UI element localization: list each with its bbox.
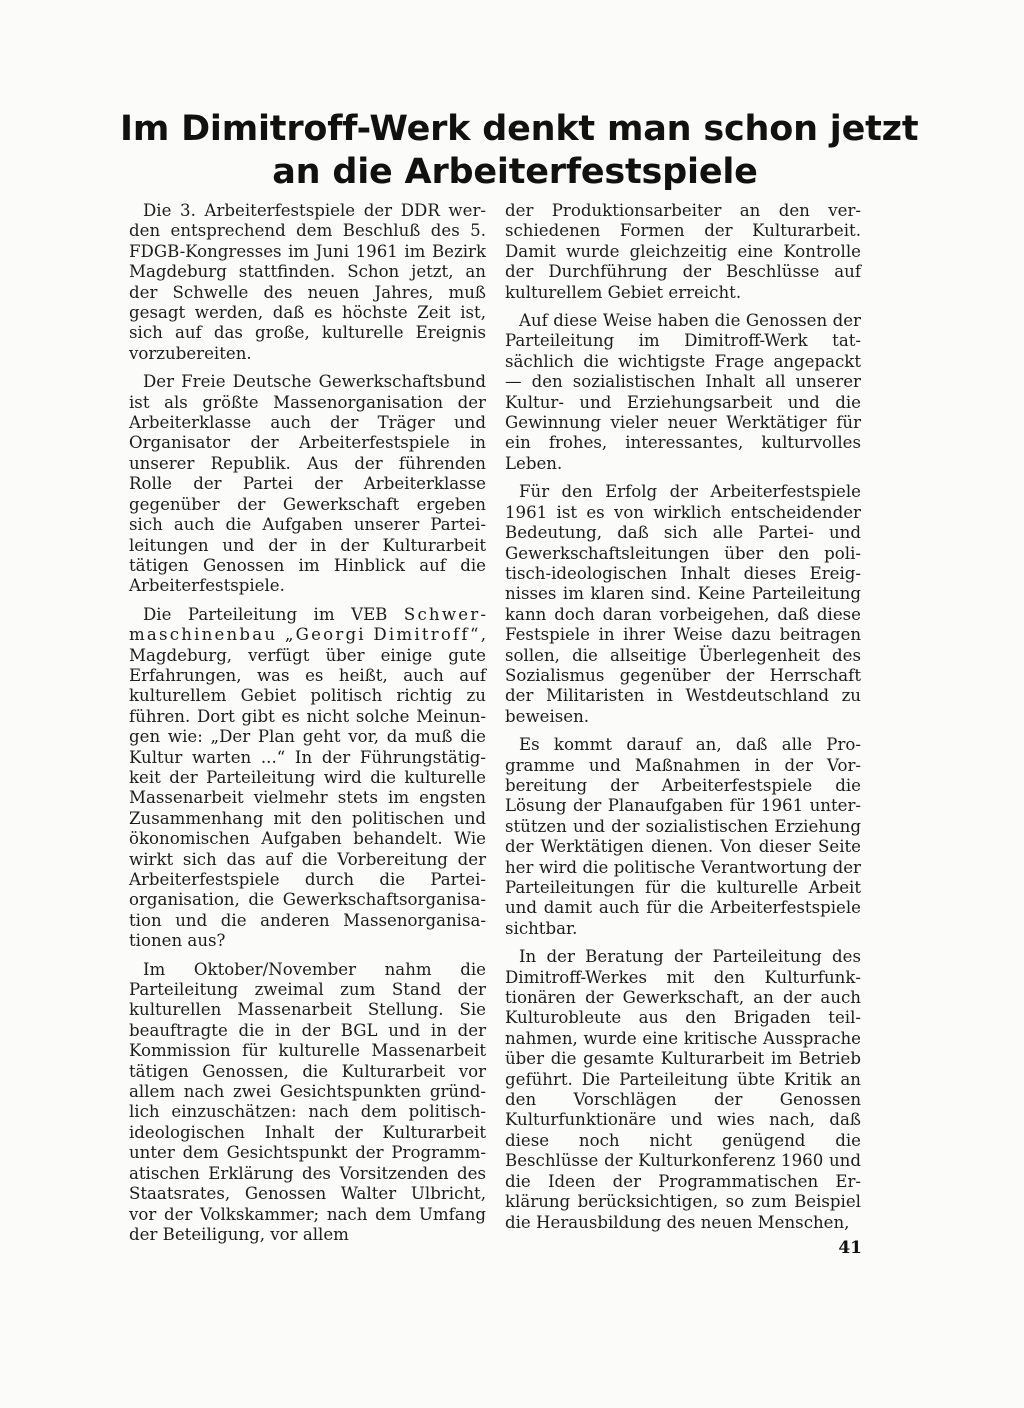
paragraph: Für den Erfolg der Arbeiterfestspiele 1961 ist es von wirklich entscheidender Bedeutung, daß sich alle Partei- und Gewerkschaftsleitungen über den politisch-ideologischen Inhalt dieses Ereignisses im klaren sind. Keine Parteileitung kann doch daran vorbeigehen, daß diese Festspiele in ihrer Weise dazu beitragen sollen, die allseitige Überlegenheit des Sozialismus gegenüber der Herrschaft der Militaristen in Westdeutschland zu beweisen. [505, 482, 861, 726]
page-number: 41 [838, 1238, 862, 1258]
article-title-line-1: Im Dimitroff-Werk denkt man schon jetzt [120, 109, 919, 149]
paragraph: Der Freie Deutsche Gewerkschaftsbund ist als größte Massenorganisation der Arbeiterklasse auch der Träger und Organisator der Arbeiterfestspiele in unserer Republik. Aus der führenden Rolle der Partei der Arbeiterklasse gegenüber der Gewerkschaft ergeben sich auch die Aufgaben unserer Parteileitungen und der in der Kulturarbeit tätigen Genossen im Hinblick auf die Arbeiterfestspiele. [129, 372, 486, 596]
article-title-line-2: an die Arbeiterfestspiele [272, 152, 758, 192]
paragraph: Es kommt darauf an, daß alle Programme und Maßnahmen in der Vorbereitung der Arbeiterfestspiele die Lösung der Planaufgaben für 1961 unterstützen und der sozialistischen Erziehung der Werktätigen dienen. Von dieser Seite her wird die politische Verantwortung der Parteileitungen für die kulturelle Arbeit und damit auch für die Arbeiterfestspiele sichtbar. [505, 735, 861, 938]
paragraph: In der Beratung der Parteileitung des Dimitroff-Werkes mit den Kulturfunktionären der Gewerkschaft, an der auch Kulturobleute aus den Brigaden teilnahmen, wurde eine kritische Aussprache über die gesamte Kulturarbeit im Betrieb geführt. Die Parteileitung übte Kritik an den Vorschlägen der Genossen Kulturfunktionäre und wies nach, daß diese noch nicht genügend die Beschlüsse der Kulturkonferenz 1960 und die Ideen der Programmatischen Erklärung berücksichtigen, so zum Beispiel die Herausbildung des neuen Menschen, [505, 947, 861, 1232]
article-title [120, 108, 919, 194]
paragraph-continued: der Produktionsarbeiter an den verschiedenen Formen der Kulturarbeit. Damit wurde gleichzeitig eine Kontrolle der Durchführung der Beschlüsse auf kulturellem Gebiet erreicht. [505, 201, 861, 302]
paragraph: Die 3. Arbeiterfestspiele der DDR werden entsprechend dem Beschluß des 5. FDGB-Kongresses im Juni 1961 im Bezirk Magdeburg stattfinden. Schon jetzt, an der Schwelle des neuen Jahres, muß gesagt werden, daß es höchste Zeit ist, sich auf das große, kulturelle Ereignis vorzubereiten. [129, 201, 486, 363]
paragraph-text: Die Parteileitung im VEB [143, 604, 404, 624]
paragraph: Im Oktober/November nahm die Parteileitung zweimal zum Stand der kulturellen Massenarbeit Stellung. Sie beauftragte die in der BGL und in der Kommission für kulturelle Massenarbeit tätigen Genossen, die Kulturarbeit vor allem nach zwei Gesichtspunkten gründlich einzuschätzen: nach dem politisch-ideologischen Inhalt der Kulturarbeit unter dem Gesichtspunkt der Programmatischen Erklärung des Vorsitzenden des Staatsrates, Genossen Walter Ulbricht, vor der Volkskammer; nach dem Umfang der Beteiligung, vor allem [129, 959, 486, 1244]
left-column [129, 201, 486, 1253]
paragraph-text: , Magdeburg, verfügt über einige gute Erfahrungen, was es heißt, auch auf kulturellem Gebiet politisch richtig zu führen. Dort gibt es nicht solche Meinungen wie: „Der Plan geht vor, da muß die Kultur warten ...“ In der Führungstätigkeit der Parteileitung wird die kulturelle Massenarbeit vielmehr stets im engsten Zusammenhang mit den politischen und ökonomischen Aufgaben behandelt. Wie wirkt sich das auf die Vorbereitung der Arbeiterfestspiele durch die Parteiorganisation, die Gewerkschaftsorganisation und die anderen Massenorganisationen aus? [129, 625, 486, 951]
paragraph: Auf diese Weise haben die Genossen der Parteileitung im Dimitroff-Werk tatsächlich die wichtigste Frage angepackt — den sozialistischen Inhalt all unserer Kultur- und Erziehungsarbeit und die Gewinnung vieler neuer Werktätiger für ein frohes, interessantes, kulturvolles Leben. [505, 311, 861, 473]
right-column [505, 201, 861, 1241]
company-name-spaced: Schwermaschinenbau „Georgi Dimitroff“ [129, 604, 486, 645]
paragraph [129, 605, 486, 952]
